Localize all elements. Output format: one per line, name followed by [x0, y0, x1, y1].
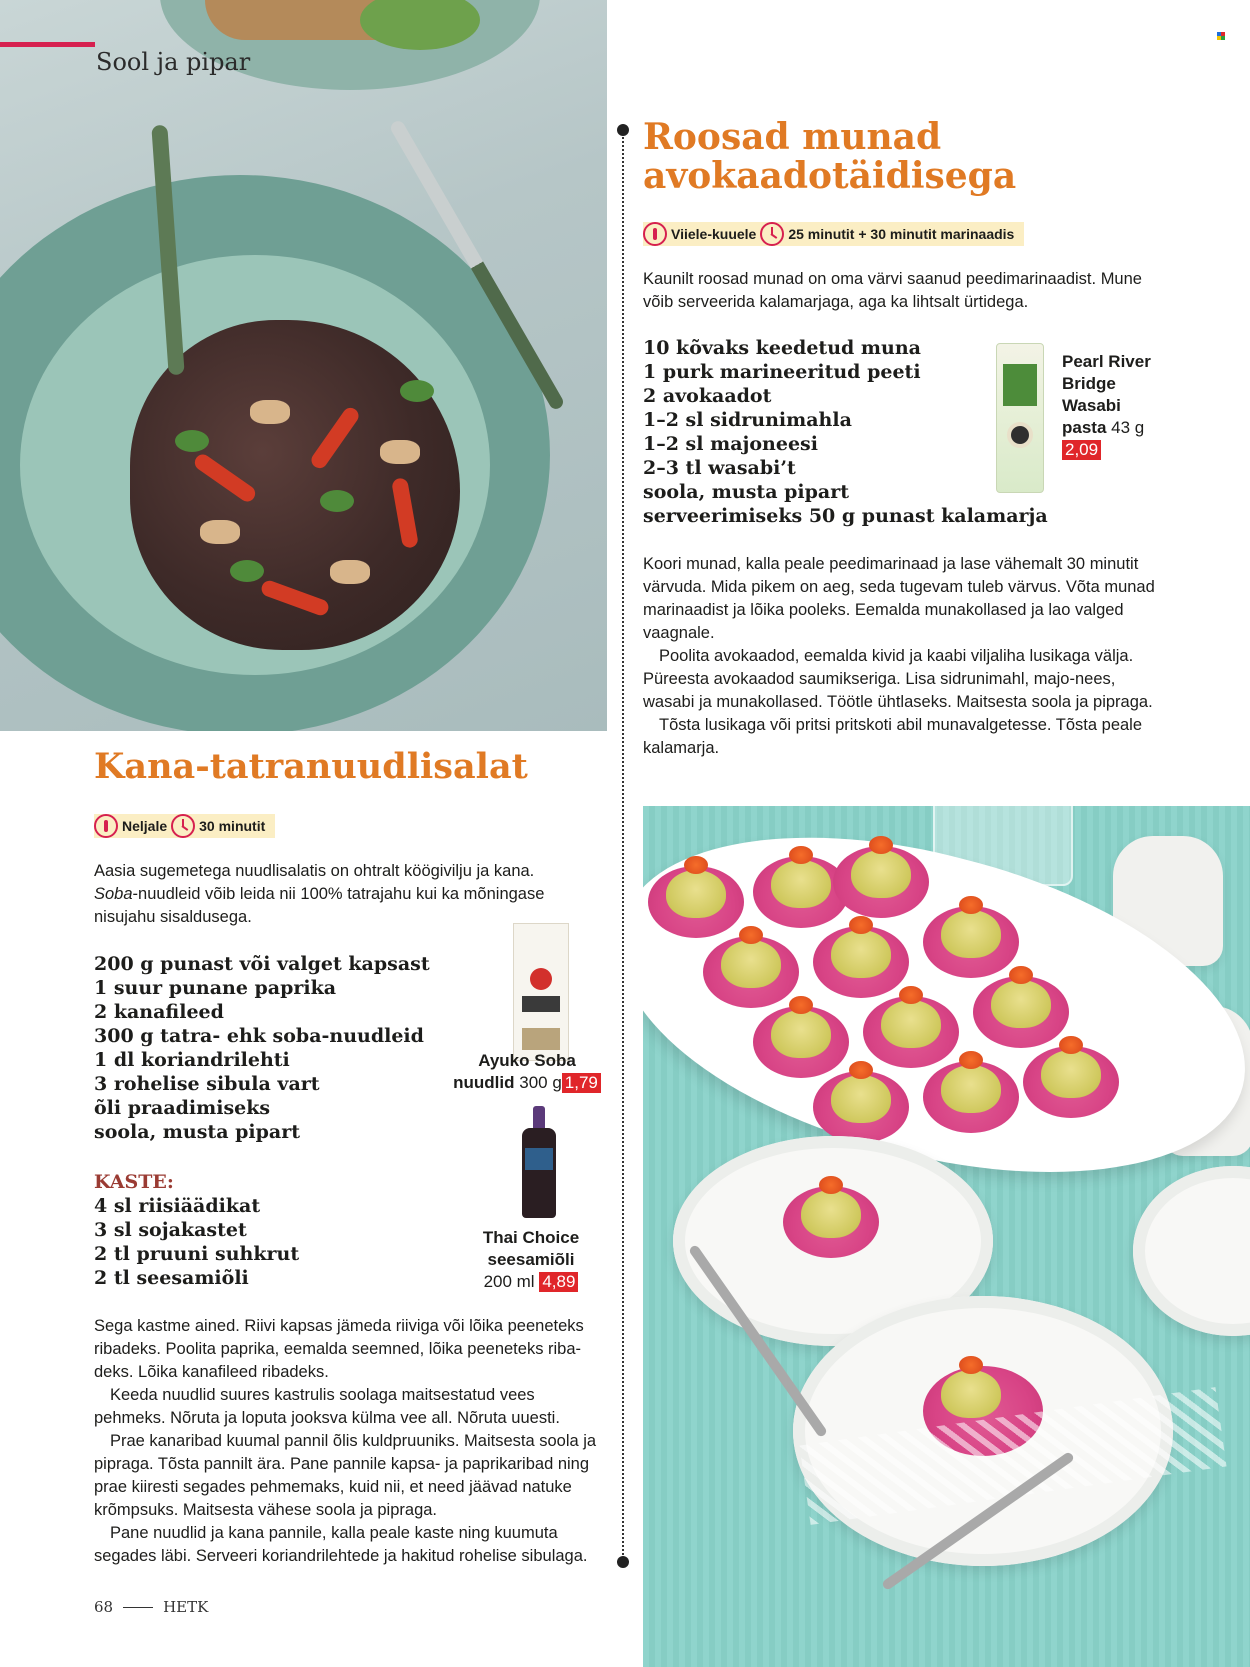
time-text: 30 minutit: [199, 818, 266, 834]
pink-eggs-photo: [643, 806, 1250, 1667]
ingredient-list-eggs: [643, 336, 1048, 528]
ingredient-item: 2 tl seesamiõli: [94, 1267, 249, 1289]
ingredient-item: 1 dl koriandrilehti: [94, 1049, 290, 1071]
sesame-oil-product-image: [522, 1106, 556, 1218]
divider-dot-bottom: [617, 1556, 629, 1568]
section-accent-bar: [0, 42, 95, 47]
divider-dot-top: [617, 124, 629, 136]
ingredient-list-sauce: [94, 1194, 299, 1290]
ingredient-item: 2–3 tl wasabi’t: [643, 457, 796, 479]
ingredient-item: 3 sl sojakastet: [94, 1219, 247, 1241]
recipe-title-noodles: Kana-tatranuudlisalat: [94, 746, 528, 787]
ingredient-item: 3 rohelise sibula vart: [94, 1073, 320, 1095]
cutlery-icon: [94, 814, 118, 838]
ingredient-item: 200 g punast või valget kapsast: [94, 953, 430, 975]
ingredient-item: 300 g tatra- ehk soba-nuudleid: [94, 1025, 424, 1047]
ingredient-item: 2 tl pruuni suhkrut: [94, 1243, 300, 1265]
soba-product-info: Ayuko Soba nuudlid 300 g 1,79: [452, 1050, 602, 1094]
noodle-salad-photo: [0, 0, 607, 731]
recipe-title-eggs: Roosad munad avokaadotäidisega: [643, 116, 1017, 197]
servings-text: Neljale: [122, 818, 168, 834]
clock-icon: [171, 814, 195, 838]
ingredient-item: 1 suur punane paprika: [94, 977, 337, 999]
ingredient-item: soola, musta pipart: [94, 1121, 301, 1143]
color-registration-mark: [1217, 32, 1225, 40]
ingredient-item: 4 sl riisiäädikat: [94, 1195, 261, 1217]
sesame-oil-product-info: Thai Choice seesamiõli 200 ml 4,89: [482, 1228, 580, 1291]
wasabi-product-info: Pearl River Bridge Wasabi pasta 43 g 2,09: [1062, 352, 1151, 459]
time-text: 25 minutit + 30 minutit marinaadis: [788, 226, 1015, 242]
clock-icon: [760, 222, 784, 246]
ingredient-item: serveerimiseks 50 g punast kalamarja: [643, 505, 1048, 527]
recipe-intro-eggs: Kaunilt roosad munad on oma värvi saanud peedimarinaadist. Mune võib serveerida kalamarjaga, aga ka lihtsalt ürtidega.: [643, 270, 1142, 311]
recipe-meta-noodles: [94, 814, 275, 838]
recipe-meta-eggs: [643, 222, 1024, 246]
ingredient-item: 10 kõvaks keedetud muna: [643, 337, 921, 359]
soba-product-image: [513, 923, 569, 1061]
wasabi-product-image: [996, 343, 1044, 493]
section-label: Sool ja pipar: [96, 48, 251, 76]
ingredient-item: 1–2 sl majoneesi: [643, 433, 818, 455]
ingredient-item: 1–2 sl sidrunimahla: [643, 409, 852, 431]
magazine-name: HETK: [163, 1598, 209, 1616]
ingredient-item: 1 purk marineeritud peeti: [643, 361, 921, 383]
price-tag: 2,09: [1062, 440, 1101, 460]
price-tag: 1,79: [562, 1073, 601, 1093]
footer-rule: [123, 1607, 153, 1608]
recipe-intro-noodles: Aasia sugemetega nuudlisalatis on ohtralt köögivilju ja kana. Soba-nuudleid võib leida nii 100% tatrajahu kui ka mõningase nisujahu sisaldusega.: [94, 862, 545, 926]
ingredient-list-noodles: [94, 952, 430, 1144]
ingredient-item: 2 avokaadot: [643, 385, 772, 407]
recipe-steps-eggs: Koori munad, kalla peale peedimarinaad ja lase vähemalt 30 minutit värvuda. Mida pikem on aeg, seda tugevam tuleb värvus. Võta munad marinaadist ja lõika pooleks. Eemalda munakollased ja lao valged vaagnale. Poolita avokaadod, eemalda kivid ja kaabi viljaliha lusikaga välja. Püreesta avokaadod saumikseriga. Lisa sidrunimahl, majo-nees, wasabi ja munakollased. Töötle ühtlaseks. Maitsesta soola ja pipraga. Tõsta lusikaga või pritsi pritskoti abil munavalgetesse. Tõsta peale kalamarja.: [643, 555, 1155, 757]
column-divider: [622, 130, 624, 1562]
servings-text: Viiele-kuuele: [671, 226, 757, 242]
recipe-steps-noodles: Sega kastme ained. Riivi kapsas jämeda riiviga või lõika peeneteks ribadeks. Poolita paprika, eemalda seemned, lõika peeneteks riba-deks. Lõika kanafileed ribadeks. Keeda nuudlid suures kastrulis soolaga maitsestatud vees pehmeks. Nõruta ja loputa jooksva külma vee all. Nõruta uuesti. Prae kanaribad kuumal pannil õlis kuldpruuniks. Maitsesta soola ja pipraga. Tõsta pannilt ära. Pane pannile kapsa- ja paprikaribad ning prae kiiresti segades pehmemaks, kuid nii, et need jäävad natuke krõmpsuks. Maitsesta vähese soola ja pipraga. Pane nuudlid ja kana pannile, kalla peale kaste ning kuumuta segades läbi. Serveeri koriandrilehtede ja hakitud rohelise sibulaga.: [94, 1317, 597, 1565]
cutlery-icon: [643, 222, 667, 246]
sauce-heading: KASTE:: [94, 1171, 174, 1193]
ingredient-item: 2 kanafileed: [94, 1001, 224, 1023]
page-footer: [94, 1598, 208, 1616]
ingredient-item: soola, musta pipart: [643, 481, 850, 503]
price-tag: 4,89: [539, 1272, 578, 1292]
ingredient-item: õli praadimiseks: [94, 1097, 271, 1119]
page-number: 68: [94, 1598, 114, 1616]
